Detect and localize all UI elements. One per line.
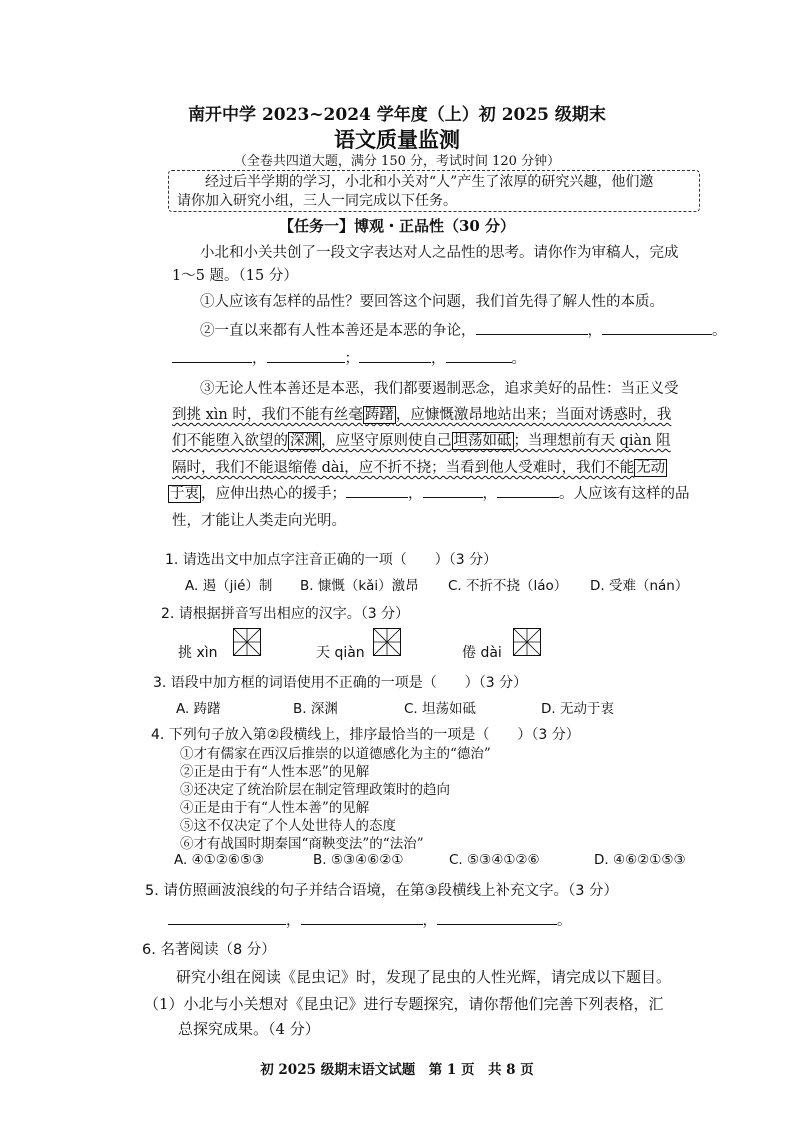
q2-writing-grid-3[interactable] [513,628,541,656]
q4-option-a[interactable]: A. ④①②⑥⑤③ [174,852,265,868]
blank-2-1[interactable] [476,320,588,335]
blank-2-2[interactable] [602,320,712,335]
q3-option-d[interactable]: D. 无动于衷 [541,701,614,717]
q5-blank-3[interactable] [437,910,557,925]
q1-option-b[interactable]: B. 慷慨（kǎi）激昂 [300,578,419,594]
q6-description: 研究小组在阅读《昆虫记》时，发现了昆虫的人性光辉，请完成以下题目。 [176,968,672,986]
blank-2-6[interactable] [446,348,512,363]
boxed-word-4b: 于衷 [170,486,199,502]
question-3: 3. 语段中加方框的词语使用不正确的一项是（ ）（3 分） [153,675,528,691]
boxed-word-2: 深渊 [290,433,319,449]
boxed-word-3: 坦荡如砥 [453,433,512,449]
para-3-text: ，应伸出热心的援手； [201,486,346,502]
q1-option-d[interactable]: D. 受难（nán） [590,578,689,594]
q6-sub1-line-2: 总探究成果。（4 分） [178,1020,320,1038]
exam-note: （全卷共四道大题，满分 150 分，考试时间 120 分钟） [233,154,561,169]
q5-blank-2[interactable] [301,910,423,925]
para-3-line-4 [172,456,667,477]
q2-item-3: 倦 dài [462,645,502,661]
question-6: 6. 名著阅读（8 分） [142,942,276,958]
boxed-word-4a: 无动 [636,460,666,476]
q1-option-a[interactable]: A. 遏（jié）制 [185,578,273,594]
comma: ， [422,913,437,929]
comma: ， [252,351,267,367]
para-2-blanks-line [172,347,526,368]
question-1: 1. 请选出文中加点字注音正确的一项（ ）（3 分） [165,552,498,568]
blank-2-5[interactable] [359,348,431,363]
question-4: 4. 下列句子放入第②段横线上，排序最恰当的一项是（ ）（3 分） [151,727,580,743]
comma: ， [482,486,497,502]
q3-option-c[interactable]: C. 坦荡如砥 [404,701,477,717]
q2-item-1: 挑 xìn [178,645,218,661]
q2-item-2: 天 qiàn [316,645,365,661]
q2-writing-grid-2[interactable] [373,628,401,656]
question-2: 2. 请根据拼音写出相应的汉字。（3 分） [161,606,410,622]
q4-sentence-4: ④正是由于有“人性本善”的见解 [180,800,370,816]
q5-blank-1[interactable] [168,910,286,925]
intro-box [168,170,700,212]
para-1: ①人应该有怎样的品性？要回答这个问题，我们首先得了解人性的本质。 [200,294,664,310]
para-3-line-1 [200,377,679,398]
q4-sentence-1: ①才有儒家在西汉后推崇的以道德感化为主的“德治” [180,746,491,762]
task1-desc-line-2: 1～5 题。（15 分） [172,268,298,284]
q4-option-d[interactable]: D. ④⑥②①⑤③ [594,852,686,868]
para-2 [200,319,727,340]
blank-3-1[interactable] [346,483,408,498]
blank-3-3[interactable] [497,483,559,498]
exam-school-title: 南开中学 2023~2024 学年度（上）初 2025 级期末 [188,105,606,125]
q6-sub1-line-1: （1）小北与小关想对《昆虫记》进行专题探究，请你帮他们完善下列表格，汇 [144,995,664,1013]
comma: ， [587,323,602,339]
para-3-line-6: 性，才能让人类走向光明。 [172,513,346,529]
blank-3-2[interactable] [423,483,483,498]
period: 。 [712,323,727,339]
para-3-text: ③无论人性本善还是本恶，我们都要遏制恶念，追求美好的品性：当正义受 [200,381,679,397]
page-footer: 初 2025 级期末语文试题 第 1 页 共 8 页 [260,1062,534,1078]
q4-sentence-5: ⑤这不仅决定了个人处世待人的态度 [180,818,396,834]
wavy-sentence: ，应慷慨激昂地站出来；当面对诱惑时，我 [395,407,672,423]
wavy-sentence: 到挑 xìn 时，我们不能有丝毫 [172,407,363,423]
q2-writing-grid-1[interactable] [233,628,261,656]
boxed-word-1: 踌躇 [364,407,394,423]
blank-2-4[interactable] [267,348,345,363]
para-3-line-5 [168,482,690,503]
comma: ， [431,351,446,367]
intro-line-2: 请你加入研究小组，三人一同完成以下任务。 [177,193,457,209]
exam-subject-title: 语文质量监测 [334,127,460,152]
period: 。 [511,351,526,367]
wavy-sentence: 隔时，我们不能退缩倦 dài，应不折不挠；当看到他人受难时，我们不能 [172,460,635,476]
task1-heading: 【任务一】博观・正品性（30 分） [278,217,516,235]
wavy-sentence: ，应坚守原则使自己 [321,433,452,449]
task1-desc-line-1: 小北和小关共创了一段文字表达对人之品性的思考。请你作为审稿人，完成 [200,245,679,261]
semicolon: ； [344,351,359,367]
q3-option-a[interactable]: A. 踌躇 [176,701,221,717]
q4-sentence-3: ③还决定了统治阶层在制定管理政策时的趋向 [180,782,450,798]
question-5: 5. 请仿照画波浪线的句子并结合语境，在第③段横线上补充文字。（3 分） [145,883,619,899]
q4-option-b[interactable]: B. ⑤③④⑥②① [313,852,404,868]
wavy-sentence: 们不能堕入欲望的 [172,433,288,449]
period: 。 [557,913,572,929]
q4-sentence-6: ⑥才有战国时期秦国“商鞅变法”的“法治” [180,836,424,852]
q5-answer-line [168,909,572,930]
comma: ， [286,913,301,929]
comma: ， [408,486,423,502]
wavy-sentence: ；当理想前有天 qiàn 阻 [513,433,671,449]
q1-option-c[interactable]: C. 不折不挠（láo） [448,578,568,594]
q3-option-b[interactable]: B. 深渊 [293,701,338,717]
para-3-line-3 [172,429,671,450]
para-3-line-2 [172,403,671,424]
para-2-start: ②一直以来都有人性本善还是本恶的争论， [200,323,476,339]
blank-2-3[interactable] [172,348,252,363]
q4-option-c[interactable]: C. ⑤③④①②⑥ [449,852,540,868]
q4-sentence-2: ②正是由于有“人性本恶”的见解 [180,764,370,780]
para-3-text: 。人应该有这样的品 [559,486,690,502]
intro-line-1: 经过后半学期的学习，小北和小关对“人”产生了浓厚的研究兴趣，他们邀 [205,174,654,190]
